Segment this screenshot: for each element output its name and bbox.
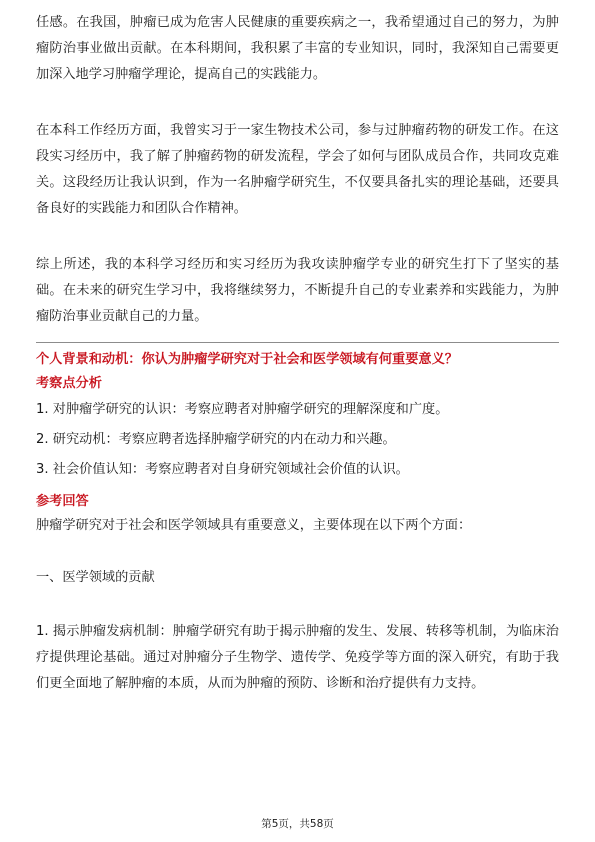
intro-paragraph-2: 在本科工作经历方面，我曾实习于一家生物技术公司，参与过肿瘤药物的研发工作。在这段实习经历中，我了解了肿瘤药物的研发流程，学会了如何与团队成员合作，共同攻克难关。这段经历让我认识到，作为一名肿瘤学研究生，不仅要具备扎实的理论基础，还要具备良好的实践能力和团队合作精神。 (36, 123, 559, 216)
intro-paragraph-1: 任感。在我国，肿瘤已成为危害人民健康的重要疾病之一，我希望通过自己的努力，为肿瘤防治事业做出贡献。在本科期间，我积累了丰富的专业知识，同时，我深知自己需要更加深入地学习肿瘤学理论，提高自己的实践能力。 (36, 15, 559, 82)
answer-section-title: 一、医学领域的贡献 (36, 570, 155, 585)
page-footer: 第5页，共58页 (261, 818, 334, 830)
analysis-heading: 考察点分析 (36, 376, 102, 391)
question-heading: 个人背景和动机：你认为肿瘤学研究对于社会和医学领域有何重要意义？ (36, 352, 458, 367)
intro-paragraph-3: 综上所述，我的本科学习经历和实习经历为我攻读肿瘤学专业的研究生打下了坚实的基础。在未来的研究生学习中，我将继续努力，不断提升自己的专业素养和实践能力，为肿瘤防治事业贡献自己的力量。 (36, 257, 559, 324)
document-body (36, 10, 559, 697)
analysis-point-3: 3. 社会价值认知：考察应聘者对自身研究领域社会价值的认识。 (36, 462, 409, 477)
analysis-point-1: 1. 对肿瘤学研究的认识：考察应聘者对肿瘤学研究的理解深度和广度。 (36, 402, 449, 417)
section-divider (36, 342, 559, 343)
answer-heading: 参考回答 (36, 494, 89, 509)
analysis-point-2: 2. 研究动机：考察应聘者选择肿瘤学研究的内在动力和兴趣。 (36, 432, 396, 447)
answer-item-1: 1. 揭示肿瘤发病机制：肿瘤学研究有助于揭示肿瘤的发生、发展、转移等机制，为临床治疗提供理论基础。通过对肿瘤分子生物学、遗传学、免疫学等方面的深入研究，有助于我们更全面地了解肿瘤的本质，从而为肿瘤的预防、诊断和治疗提供有力支持。 (36, 624, 559, 691)
answer-intro: 肿瘤学研究对于社会和医学领域具有重要意义，主要体现在以下两个方面： (36, 518, 472, 533)
